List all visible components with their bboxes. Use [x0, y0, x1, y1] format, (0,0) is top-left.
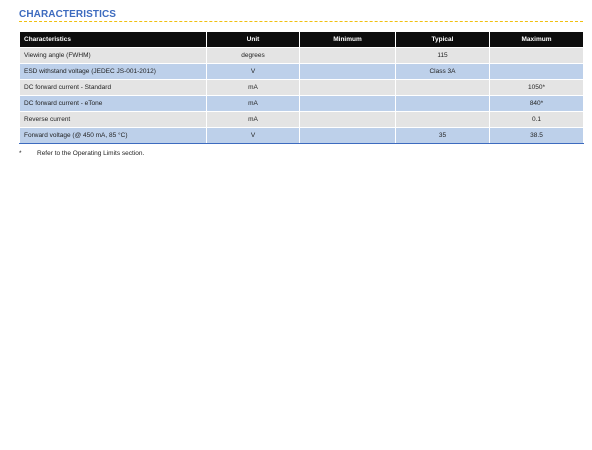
cell-unit: degrees — [207, 48, 300, 64]
header-minimum: Minimum — [300, 32, 396, 48]
cell-unit: mA — [207, 80, 300, 96]
cell-characteristic: DC forward current - eTone — [20, 96, 207, 112]
cell-maximum: 0.1 — [490, 112, 584, 128]
cell-minimum — [300, 96, 396, 112]
table-row — [20, 128, 584, 144]
header-maximum: Maximum — [490, 32, 584, 48]
cell-minimum — [300, 48, 396, 64]
cell-maximum: 38.5 — [490, 128, 584, 144]
cell-maximum — [490, 48, 584, 64]
cell-unit: mA — [207, 112, 300, 128]
table-header-row — [20, 32, 584, 48]
cell-unit: V — [207, 128, 300, 144]
cell-typical: 115 — [396, 48, 490, 64]
footnote-text: Refer to the Operating Limits section. — [37, 150, 145, 157]
cell-unit: mA — [207, 96, 300, 112]
cell-characteristic: Forward voltage (@ 450 mA, 85 °C) — [20, 128, 207, 144]
table-row — [20, 80, 584, 96]
cell-typical — [396, 80, 490, 96]
cell-typical — [396, 96, 490, 112]
table-row — [20, 112, 584, 128]
section-title: CHARACTERISTICS — [19, 9, 117, 20]
cell-unit: V — [207, 64, 300, 80]
title-divider — [19, 21, 583, 22]
header-characteristics: Characteristics — [20, 32, 207, 48]
cell-characteristic: Viewing angle (FWHM) — [20, 48, 207, 64]
cell-typical: 35 — [396, 128, 490, 144]
cell-maximum — [490, 64, 584, 80]
footnote-marker: * — [19, 150, 22, 157]
cell-characteristic: ESD withstand voltage (JEDEC JS-001-2012) — [20, 64, 207, 80]
cell-characteristic: Reverse current — [20, 112, 207, 128]
cell-maximum: 1050* — [490, 80, 584, 96]
cell-typical — [396, 112, 490, 128]
cell-typical: Class 3A — [396, 64, 490, 80]
header-typical: Typical — [396, 32, 490, 48]
table-row — [20, 96, 584, 112]
cell-minimum — [300, 128, 396, 144]
table-row — [20, 48, 584, 64]
cell-minimum — [300, 64, 396, 80]
cell-minimum — [300, 80, 396, 96]
cell-minimum — [300, 112, 396, 128]
table-row — [20, 64, 584, 80]
cell-maximum: 840* — [490, 96, 584, 112]
cell-characteristic: DC forward current - Standard — [20, 80, 207, 96]
footnote — [19, 150, 144, 157]
characteristics-table — [19, 31, 584, 144]
header-unit: Unit — [207, 32, 300, 48]
